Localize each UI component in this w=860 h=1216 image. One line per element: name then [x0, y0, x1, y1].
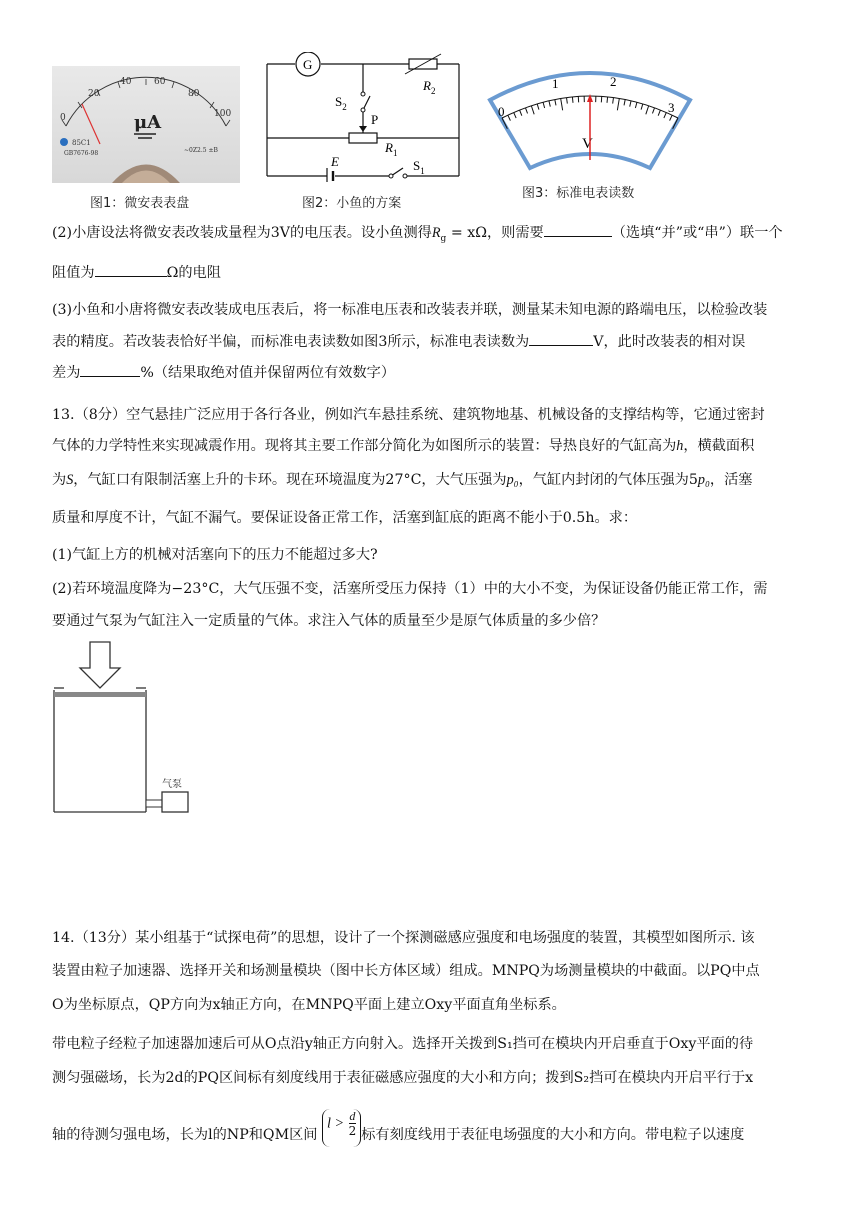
q12-part2-line1: (2)小唐设法将微安表改装成量程为3V的电压表。设小鱼测得$R_g = x\Omega$，则需要 （选填“并”或“串”）联一个 — [52, 222, 812, 249]
q13-part1: (1)气缸上方的机械对活塞向下的压力不能超过多大? — [52, 547, 378, 563]
dial-label: 0 — [60, 113, 66, 123]
figure-2-caption: 图2：小鱼的方案 — [302, 196, 402, 211]
blank-voltage[interactable] — [529, 331, 593, 346]
q13-part2-line1: (2)若环境温度降为−23°C，大气压强不变，活塞所受压力保持（1）中的大小不变，为保证设备仍能正常工作，需 — [52, 581, 768, 597]
q14-line5: 测匀强磁场，长为2d的PQ区间标有刻度线用于表征磁感应强度的大小和方向；拨到S₂挡可在模块内开启平行于x — [52, 1070, 754, 1086]
q12-part2-line2: 阻值为 Ω的电阻 — [52, 262, 812, 283]
q13-part2-line2: 要通过气泵为气缸注入一定质量的气体。求注入气体的质量至少是原气体质量的多少倍？ — [52, 613, 606, 629]
q12-part3-line3: 差为 %（结果取绝对值并保留两位有效数字） — [52, 362, 812, 383]
q13-line1: 13.（8分）空气悬挂广泛应用于各行各业，例如汽车悬挂系统、建筑物地基、机械设备的支撑结构等，它通过密封 — [52, 407, 765, 423]
dial-label: 20 — [88, 89, 100, 99]
dial-label: 80 — [188, 89, 200, 99]
v-scale-label: 3 — [668, 100, 675, 115]
blank-connection[interactable] — [544, 222, 612, 237]
meter-model: GB7676-98 — [64, 150, 99, 157]
galvanometer-label: G — [303, 57, 313, 72]
figure-3-voltmeter — [480, 60, 700, 178]
v-scale-label: 1 — [552, 76, 559, 91]
q12-part3-line1: (3)小鱼和小唐将微安表改装成电压表后，将一标准电压表和改装表并联，测量某未知电源的路端电压，以检验改装 — [52, 302, 768, 318]
pump-label: 气泵 — [162, 779, 182, 790]
r2-label: $R_2$ — [423, 78, 436, 96]
v-scale-label: 0 — [498, 104, 505, 119]
figure-2-circuit — [263, 52, 463, 182]
figure-3-caption: 图3：标准电表读数 — [522, 186, 635, 201]
figure-1-microammeter-dial — [52, 66, 240, 183]
q14-line1: 14.（13分）某小组基于“试探电荷”的思想，设计了一个探测磁感应强度和电场强度的装置，其模型如图所示. 该 — [52, 930, 755, 946]
q14-line2: 装置由粒子加速器、选择开关和场测量模块（图中长方体区域）组成。MNPQ为场测量模块的中截面。以PQ中点 — [52, 963, 760, 979]
q13-line2: 气体的力学特性来实现减震作用。现将其主要工作部分简化为如图所示的装置：导热良好的气缸高为h，横截面积 — [52, 438, 755, 454]
dial-label: 60 — [154, 77, 166, 87]
q14-line4: 带电粒子经粒子加速器加速后可从O点沿y轴正方向射入。选择开关拨到S₁挡可在模块内开启垂直于Oxy平面的待 — [52, 1036, 754, 1052]
q12-part3-line2: 表的精度。若改装表恰好半偏，而标准电表读数如图3所示，标准电表读数为 V，此时改装表的相对误 — [52, 331, 812, 352]
fraction-condition: l > $\frac{d}{2}$ — [322, 1109, 361, 1147]
dial-label: 100 — [214, 109, 232, 119]
figure-4-air-cylinder — [50, 640, 200, 816]
r1-label: $R_1$ — [385, 140, 398, 158]
meter-brand: 85C1 — [72, 139, 91, 147]
v-scale-tick — [607, 97, 608, 103]
q13-line3: 为S，气缸口有限制活塞上升的卡环。现在环境温度为27°C，大气压强为p₀，气缸内封闭的气体压强为5p₀，活塞 — [52, 472, 753, 488]
figure-1-caption: 图1：微安表表盘 — [90, 196, 190, 211]
battery-label: E — [331, 154, 339, 169]
blank-resistance[interactable] — [95, 262, 167, 277]
v-scale-tick — [572, 97, 573, 103]
blank-error[interactable] — [80, 362, 140, 377]
v-scale-label: 2 — [610, 74, 617, 89]
q14-line3: O为坐标原点，QP方向为x轴正方向，在MNPQ平面上建立Oxy平面直角坐标系。 — [52, 997, 566, 1013]
s1-label: $S_1$ — [413, 158, 425, 176]
dial-label: 40 — [120, 77, 132, 87]
s2-label: $S_2$ — [335, 94, 347, 112]
q13-line4: 质量和厚度不计，气缸不漏气。要保证设备正常工作，活塞到缸底的距离不能小于0.5h。求： — [52, 510, 638, 526]
v-unit: V — [582, 136, 593, 152]
q14-line6: 轴的待测匀强电场，长为l的NP和QM区间 l > $\frac{d}{2}$ 标有刻度线用于表征电场强度的大小和方向。带电粒子以速度 — [52, 1123, 812, 1147]
meter-class: ~0Z2.5 ±B — [184, 147, 218, 154]
dial-unit: μA — [134, 112, 162, 133]
p-label: P — [371, 112, 379, 127]
